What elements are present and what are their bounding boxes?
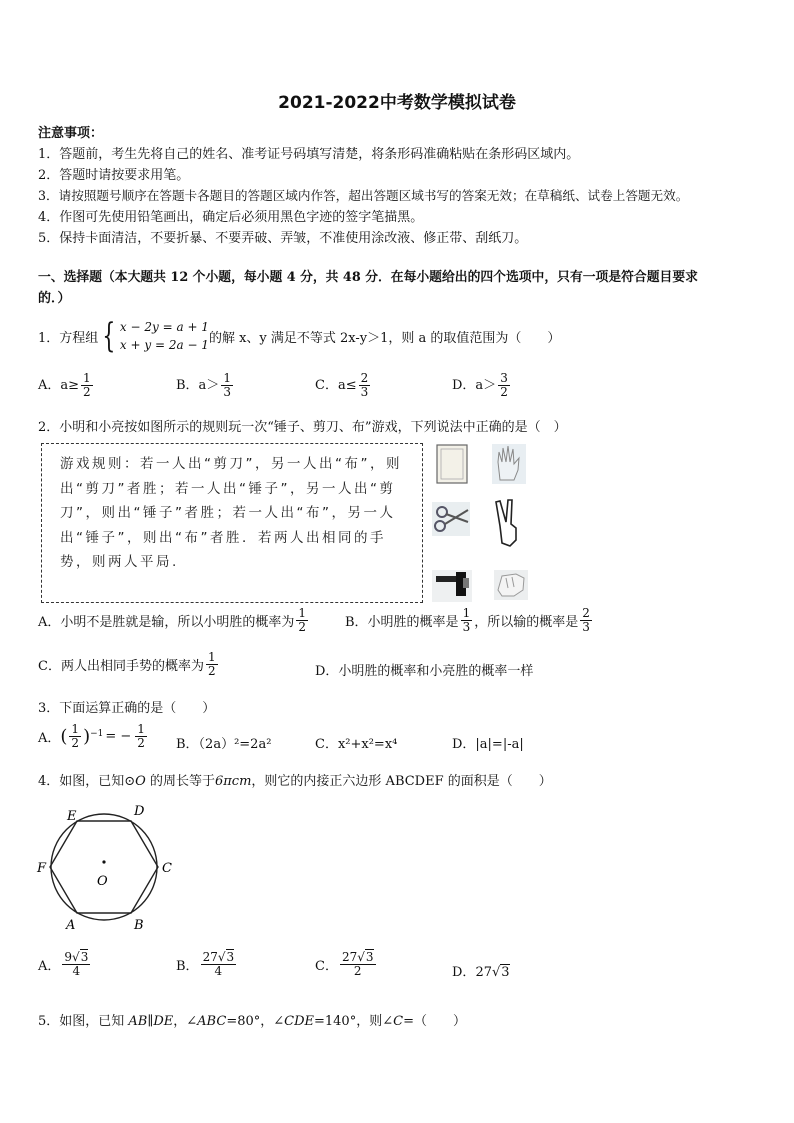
stem-text: 的周长等于 — [145, 774, 215, 789]
q3-option-a[interactable]: A． ( $\frac{1}{2}$ ) −1 = − $\frac{1}{2}$ — [38, 722, 145, 750]
fraction-denominator: 2 — [298, 620, 307, 634]
fraction-numerator: 1 — [83, 371, 91, 385]
paper-sheet-icon — [437, 445, 467, 483]
notice-item: 3．请按照题号顺序在答题卡各题目的答题区域内作答，超出答题区域书写的答案无效；在草稿纸、试卷上答题无效。 — [38, 188, 689, 203]
option-text: B．小明胜的概率是 — [345, 615, 459, 630]
stem-math: CDE — [284, 1014, 314, 1029]
fraction-denominator: 2 — [207, 664, 216, 678]
fraction-numerator: 2 — [360, 371, 369, 385]
equals-sign: = − — [105, 729, 132, 744]
q2-option-c[interactable] — [38, 651, 220, 678]
q2-option-d[interactable]: D．小明胜的概率和小亮胜的概率一样 — [315, 664, 534, 679]
fraction-denominator: 4 — [214, 964, 223, 978]
q4-option-d[interactable]: D．27√3 — [452, 965, 510, 980]
fraction-numerator: 1 — [298, 606, 307, 620]
fraction-denominator: 3 — [462, 620, 471, 634]
q1-option-c[interactable] — [315, 372, 372, 399]
option-label: B． — [176, 959, 199, 974]
q1-option-b[interactable] — [176, 372, 235, 399]
option-label: C．a≤ — [315, 378, 357, 393]
label-e: E — [67, 809, 77, 824]
q4-option-a[interactable]: A． $\frac{9√3}{4}$ — [38, 950, 89, 978]
fraction-numerator: 1 — [207, 650, 216, 664]
fraction-numerator: 1 — [71, 722, 80, 736]
q1-option-a[interactable] — [38, 372, 95, 399]
fraction-denominator: 2 — [71, 736, 80, 750]
radicand: 3 — [80, 950, 89, 964]
fraction-denominator: 2 — [83, 385, 91, 399]
stem-text: =80°，∠ — [226, 1014, 285, 1029]
coefficient: 27 — [202, 950, 218, 964]
q2-option-b[interactable] — [345, 607, 594, 634]
coefficient: 27 — [341, 950, 358, 964]
option-label: D． — [452, 965, 476, 980]
option-label: A． — [38, 959, 61, 974]
hexagon-diagram — [34, 798, 184, 936]
exponent: −1 — [90, 729, 104, 739]
hexagon-shape — [50, 821, 158, 913]
option-label: D．a＞ — [452, 378, 497, 393]
q1-eq1: x − 2y = a + 1 — [119, 320, 209, 334]
stem-text: ，则它的内接正六边形 ABCDEF 的面积是（ ） — [251, 774, 552, 789]
option-label: A．a≥ — [38, 378, 80, 393]
option-label: A． — [38, 731, 61, 746]
stem-text: 4．如图，已知⊙ — [38, 774, 136, 789]
game-rules-box — [41, 443, 423, 603]
q1-prefix: 1．方程组 — [38, 330, 99, 346]
q2-stem: 2．小明和小亮按如图所示的规则玩一次“锤子、剪刀、布”游戏，下列说法中正确的是（ ） — [38, 420, 567, 435]
option-label: B．a＞ — [176, 378, 220, 393]
option-text: C．两人出相同手势的概率为 — [38, 659, 204, 674]
notice-item: 4．作图可先使用铅笔画出，确定后必须用黑色字迹的签字笔描黑。 — [38, 210, 424, 225]
q2-option-a[interactable] — [38, 607, 310, 634]
fraction-denominator: 4 — [72, 964, 81, 978]
radicand: 3 — [365, 950, 374, 964]
scissors-icon — [432, 502, 470, 536]
q1-suffix: 的解 x、y 满足不等式 2x-y＞1，则 a 的取值范围为（ ） — [208, 330, 561, 346]
game-rules-text: 游戏规则：若一人出“剪刀”，另一人出“布”，则出“剪刀”者胜；若一人出“锤子”，另一人出“剪刀”，则出“锤子”者胜；若一人出“布”，另一人出“锤子”，则出“布”者胜．若两人出相同的手势，则两人平局. — [60, 456, 402, 570]
fraction-denominator: 2 — [500, 385, 508, 399]
stem-text: =140°，则∠ — [314, 1014, 394, 1029]
stem-math: O — [135, 774, 146, 789]
stem-math: ABC — [197, 1014, 227, 1029]
notice-item: 1．答题前，考生先将自己的姓名、准考证号码填写清楚，将条形码准确粘贴在条形码区域内。 — [38, 147, 580, 162]
fraction-numerator: 1 — [137, 722, 145, 736]
fraction-numerator: 3 — [500, 371, 508, 385]
fraction-denominator: 3 — [582, 620, 590, 634]
q3-option-b[interactable]: B．（2a）²=2a² — [176, 737, 272, 752]
fraction-numerator: 2 — [582, 606, 590, 620]
gesture-images — [430, 440, 540, 610]
q3-option-d[interactable]: D．|a|=|-a| — [452, 737, 524, 752]
q1-option-d[interactable] — [452, 372, 512, 399]
circle-shape — [51, 814, 157, 920]
q3-option-c[interactable]: C．x²+x²=x⁴ — [315, 737, 398, 752]
section-heading: 一、选择题（本大题共 12 个小题，每小题 4 分，共 48 分．在每小题给出的四个选项中，只有一项是符合题目要求 — [38, 270, 698, 285]
option-label: C． — [315, 959, 338, 974]
option-text: ，所以输的概率是 — [474, 615, 579, 630]
stem-math: 6πcm — [214, 774, 252, 789]
fraction-denominator: 3 — [223, 385, 231, 399]
stem-text: ，∠ — [173, 1014, 198, 1029]
fraction-numerator: 1 — [462, 606, 471, 620]
notice-heading: 注意事项： — [38, 126, 104, 141]
q4-option-b[interactable]: B． $\frac{27√3}{4}$ — [176, 950, 235, 978]
fist-icon — [494, 570, 528, 600]
fraction-denominator: 2 — [137, 736, 145, 750]
fraction-denominator: 2 — [353, 964, 362, 978]
coefficient: 9 — [64, 950, 73, 964]
q1-eq2: x + y = 2a − 1 — [119, 338, 209, 352]
label-c: C — [162, 861, 172, 876]
fraction-numerator: 1 — [223, 371, 231, 385]
label-b: B — [134, 918, 144, 933]
hammer-icon — [432, 570, 472, 602]
brace-icon: { — [102, 316, 116, 356]
q4-stem — [38, 770, 552, 789]
center-point — [102, 860, 105, 863]
label-d: D — [134, 804, 145, 819]
q4-option-c[interactable]: C． $\frac{27√3}{2}$ — [315, 950, 374, 978]
q5-stem — [38, 1010, 466, 1029]
open-hand-icon — [492, 444, 526, 484]
label-o: O — [97, 874, 108, 889]
question-1 — [38, 318, 560, 354]
section-heading-cont: 的．） — [38, 291, 71, 306]
label-a: A — [66, 918, 76, 933]
stem-text: =（ ） — [403, 1014, 466, 1029]
coefficient: 27 — [475, 965, 492, 980]
radicand: 3 — [226, 950, 235, 964]
label-f: F — [37, 861, 47, 876]
equation-system — [98, 318, 209, 354]
fraction-denominator: 3 — [360, 385, 369, 399]
stem-math: AB∥DE — [128, 1014, 174, 1029]
stem-text: 5．如图，已知 — [38, 1014, 129, 1029]
radicand: 3 — [501, 965, 510, 980]
stem-math: C — [393, 1014, 404, 1029]
q3-stem: 3．下面运算正确的是（ ） — [38, 701, 216, 716]
notice-item: 5．保持卡面清洁，不要折暴、不要弄破、弄皱，不准使用涂改液、修正带、刮纸刀。 — [38, 231, 528, 246]
page-title: 2021-2022中考数学模拟试卷 — [278, 93, 516, 113]
victory-hand-icon — [496, 500, 516, 546]
notice-item: 2．答题时请按要求用笔。 — [38, 168, 190, 183]
option-text: A．小明不是胜就是输，所以小明胜的概率为 — [38, 615, 295, 630]
